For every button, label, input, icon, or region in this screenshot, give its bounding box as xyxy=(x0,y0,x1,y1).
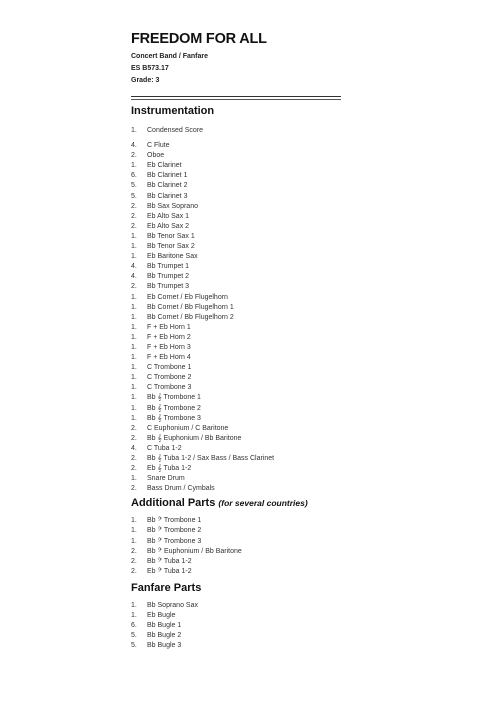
part-item xyxy=(131,393,341,403)
part-name: Bb Trumpet 1 xyxy=(147,263,190,271)
part-item xyxy=(131,313,341,323)
part-item xyxy=(131,414,341,424)
part-item xyxy=(131,323,341,333)
part-quantity: 2. xyxy=(131,465,137,473)
part-item xyxy=(131,151,341,161)
part-quantity: 1. xyxy=(131,343,137,351)
part-name: Eb Bugle xyxy=(147,612,176,620)
grade-level: Grade: 3 xyxy=(131,77,160,84)
part-quantity: 1. xyxy=(131,323,137,331)
part-name: Eb 𝄞 Tuba 1-2 xyxy=(147,465,192,473)
part-item xyxy=(131,557,341,567)
part-quantity: 2. xyxy=(131,557,137,565)
part-name: Eb Baritone Sax xyxy=(147,253,198,261)
part-quantity: 1. xyxy=(131,394,137,402)
part-name: Bb 𝄞 Trombone 2 xyxy=(147,404,201,412)
part-item xyxy=(131,537,341,547)
part-quantity: 5. xyxy=(131,192,137,200)
part-name: C Trombone 1 xyxy=(147,364,192,372)
part-name: Bb Soprano Sax xyxy=(147,601,198,609)
part-item xyxy=(131,303,341,313)
part-quantity: 1. xyxy=(131,601,137,609)
part-quantity: 1. xyxy=(131,127,137,134)
part-item xyxy=(131,282,341,292)
part-name: Eb Cornet / Eb Flugelhorn xyxy=(147,293,228,301)
part-quantity: 1. xyxy=(131,527,137,535)
part-quantity: 2. xyxy=(131,212,137,220)
part-name: F + Eb Horn 1 xyxy=(147,323,191,331)
additional-parts-list xyxy=(131,516,341,577)
part-item xyxy=(131,252,341,262)
piece-title: FREEDOM FOR ALL xyxy=(131,31,267,47)
part-item xyxy=(131,444,341,454)
part-name: Snare Drum xyxy=(147,475,185,483)
part-quantity: 1. xyxy=(131,303,137,311)
part-name: Eb Alto Sax 1 xyxy=(147,212,190,220)
part-item xyxy=(131,474,341,484)
part-item xyxy=(131,293,341,303)
part-item xyxy=(131,383,341,393)
part-name: Condensed Score xyxy=(147,127,204,134)
part-quantity: 1. xyxy=(131,243,137,251)
part-item xyxy=(131,202,341,212)
part-name: Bb 𝄢 Trombone 1 xyxy=(147,517,202,525)
part-quantity: 1. xyxy=(131,537,137,545)
part-quantity: 4. xyxy=(131,263,137,271)
part-item xyxy=(131,601,341,611)
part-item xyxy=(131,222,341,232)
part-name: Bb 𝄢 Tuba 1-2 xyxy=(147,557,192,565)
ensemble-type: Concert Band / Fanfare xyxy=(131,53,209,60)
part-item xyxy=(131,424,341,434)
part-item xyxy=(131,333,341,343)
catalog-number: ES B573.17 xyxy=(131,65,169,72)
part-quantity: 1. xyxy=(131,612,137,620)
part-item xyxy=(131,161,341,171)
part-item xyxy=(131,192,341,202)
part-quantity: 2. xyxy=(131,283,137,291)
part-name: Bb Clarinet 1 xyxy=(147,172,188,180)
part-quantity: 1. xyxy=(131,354,137,362)
additional-parts-title: Additional Parts xyxy=(131,497,216,510)
part-name: Bb Tenor Sax 2 xyxy=(147,243,195,251)
part-quantity: 1. xyxy=(131,475,137,483)
part-item xyxy=(131,516,341,526)
part-quantity: 1. xyxy=(131,364,137,372)
fanfare-parts-heading: Fanfare Parts xyxy=(131,581,202,594)
part-item xyxy=(131,641,341,651)
part-name: Bb Trumpet 2 xyxy=(147,273,190,281)
part-name: Bb 𝄞 Trombone 3 xyxy=(147,414,201,422)
part-item xyxy=(131,526,341,536)
part-name: C Trombone 3 xyxy=(147,384,192,392)
part-name: Bb 𝄢 Trombone 3 xyxy=(147,537,202,545)
part-quantity: 1. xyxy=(131,232,137,240)
part-name: Bb Clarinet 3 xyxy=(147,192,188,200)
part-quantity: 5. xyxy=(131,182,137,190)
part-name: Bb Trumpet 3 xyxy=(147,283,190,291)
instrumentation-list xyxy=(131,126,341,494)
part-quantity: 1. xyxy=(131,414,137,422)
part-item xyxy=(131,547,341,557)
part-quantity: 1. xyxy=(131,384,137,392)
part-name: Bb Cornet / Bb Flugelhorn 1 xyxy=(147,303,234,311)
score-info-page xyxy=(131,30,341,651)
part-quantity: 1. xyxy=(131,374,137,382)
fanfare-parts-list xyxy=(131,601,341,651)
part-name: Bb Bugle 2 xyxy=(147,632,182,640)
part-item xyxy=(131,171,341,181)
part-name: Bb 𝄞 Euphonium / Bb Baritone xyxy=(147,434,242,442)
part-item xyxy=(131,242,341,252)
part-name: Bb 𝄢 Euphonium / Bb Baritone xyxy=(147,547,242,555)
part-quantity: 2. xyxy=(131,202,137,210)
part-name: Oboe xyxy=(147,152,165,160)
part-item xyxy=(131,232,341,242)
part-quantity: 2. xyxy=(131,424,137,432)
part-item xyxy=(131,631,341,641)
part-quantity: 4. xyxy=(131,142,137,150)
part-item xyxy=(131,212,341,222)
part-item xyxy=(131,343,341,353)
part-quantity: 5. xyxy=(131,642,137,650)
part-item xyxy=(131,126,341,136)
part-name: Bb 𝄞 Trombone 1 xyxy=(147,394,201,402)
part-name: Bb Clarinet 2 xyxy=(147,182,188,190)
part-name: C Tuba 1-2 xyxy=(147,444,182,452)
part-name: Eb Alto Sax 2 xyxy=(147,222,190,230)
part-quantity: 1. xyxy=(131,404,137,412)
part-quantity: 2. xyxy=(131,485,137,493)
additional-parts-note: (for several countries) xyxy=(218,498,308,509)
part-name: Eb Clarinet xyxy=(147,162,182,170)
part-quantity: 4. xyxy=(131,444,137,452)
instrumentation-heading: Instrumentation xyxy=(131,105,215,117)
part-item xyxy=(131,404,341,414)
part-quantity: 6. xyxy=(131,622,137,630)
part-name: Bb 𝄢 Trombone 2 xyxy=(147,527,202,535)
part-name: F + Eb Horn 4 xyxy=(147,354,191,362)
part-quantity: 1. xyxy=(131,517,137,525)
part-name: Bb Bugle 3 xyxy=(147,642,182,650)
part-quantity: 1. xyxy=(131,313,137,321)
part-name: Bb Cornet / Bb Flugelhorn 2 xyxy=(147,313,234,321)
part-name: Eb 𝄢 Tuba 1-2 xyxy=(147,567,192,575)
part-quantity: 1. xyxy=(131,253,137,261)
part-item xyxy=(131,353,341,363)
part-name: C Flute xyxy=(147,142,170,150)
part-item xyxy=(131,621,341,631)
part-item xyxy=(131,363,341,373)
part-item xyxy=(131,141,341,151)
part-item xyxy=(131,272,341,282)
part-item xyxy=(131,373,341,383)
part-name: C Euphonium / C Baritone xyxy=(147,424,229,432)
part-item xyxy=(131,484,341,494)
part-quantity: 2. xyxy=(131,455,137,462)
part-item xyxy=(131,464,341,474)
part-quantity: 2. xyxy=(131,547,137,555)
part-quantity: 1. xyxy=(131,162,137,170)
part-name: Bb Tenor Sax 1 xyxy=(147,232,195,240)
part-item xyxy=(131,454,341,464)
part-name: Bb 𝄞 Tuba 1-2 / Sax Bass / Bass Clarinet xyxy=(147,455,275,462)
part-name: F + Eb Horn 2 xyxy=(147,333,191,341)
part-quantity: 1. xyxy=(131,333,137,341)
part-quantity: 5. xyxy=(131,632,137,640)
part-name: C Trombone 2 xyxy=(147,374,192,382)
part-item xyxy=(131,434,341,444)
part-item xyxy=(131,262,341,272)
part-quantity: 2. xyxy=(131,152,137,160)
part-name: F + Eb Horn 3 xyxy=(147,343,191,351)
part-quantity: 6. xyxy=(131,172,137,180)
part-name: Bass Drum / Cymbals xyxy=(147,485,215,493)
part-name: Bb Sax Soprano xyxy=(147,202,198,210)
part-name: Bb Bugle 1 xyxy=(147,622,182,630)
part-item xyxy=(131,567,341,577)
header-divider xyxy=(131,96,341,97)
part-quantity: 4. xyxy=(131,273,137,281)
additional-parts-heading xyxy=(131,496,341,510)
part-quantity: 2. xyxy=(131,567,137,575)
part-item xyxy=(131,181,341,191)
part-quantity: 2. xyxy=(131,434,137,442)
part-quantity: 1. xyxy=(131,293,137,301)
part-item xyxy=(131,611,341,621)
part-quantity: 2. xyxy=(131,222,137,230)
header-divider-thin xyxy=(131,99,341,100)
